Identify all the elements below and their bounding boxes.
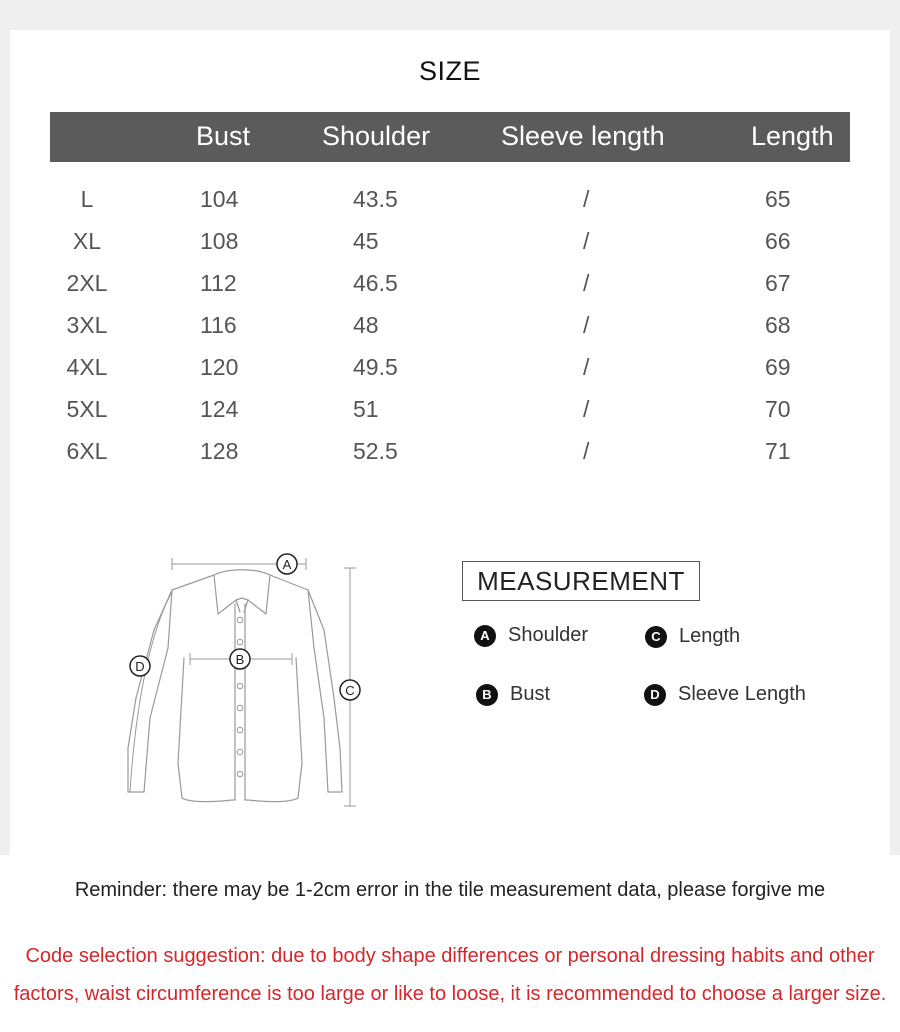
legend-label: Bust <box>510 683 551 706</box>
notes-panel <box>0 855 900 1032</box>
cell-length: 67 <box>765 270 791 296</box>
size-table-header <box>50 112 850 162</box>
cell-shoulder: 51 <box>353 396 379 422</box>
legend-label: Shoulder <box>508 624 589 647</box>
measurement-title: MEASUREMENT <box>462 561 700 601</box>
cell-length: 70 <box>765 396 791 422</box>
cell-length: 71 <box>765 438 791 464</box>
cell-sleeve: / <box>583 312 590 338</box>
legend-bust <box>476 683 550 706</box>
svg-text:C: C <box>345 683 355 698</box>
legend-label: Sleeve Length <box>678 683 806 706</box>
badge-b-icon: B <box>476 684 498 706</box>
cell-length: 68 <box>765 312 791 338</box>
badge-d-icon: D <box>644 684 666 706</box>
marker-a-icon <box>277 554 297 574</box>
cell-bust: 104 <box>200 186 239 212</box>
cell-sleeve: / <box>583 354 590 380</box>
cell-sleeve: / <box>583 186 590 212</box>
cell-length: 65 <box>765 186 791 212</box>
cell-bust: 124 <box>200 396 239 422</box>
cell-sleeve: / <box>583 270 590 296</box>
header-bust: Bust <box>196 121 251 151</box>
reminder-text: Reminder: there may be 1-2cm error in the tile measurement data, please forgive me <box>74 879 826 901</box>
cell-sleeve: / <box>583 228 590 254</box>
header-shoulder: Shoulder <box>322 121 431 151</box>
cell-shoulder: 45 <box>353 228 379 254</box>
cell-bust: 116 <box>200 312 237 338</box>
table-row <box>0 180 900 222</box>
table-row <box>0 390 900 432</box>
cell-shoulder: 49.5 <box>353 354 398 380</box>
header-length: Length <box>751 121 834 151</box>
legend-shoulder <box>474 624 588 647</box>
marker-c-icon <box>340 680 360 700</box>
cell-size: L <box>80 186 94 212</box>
table-row <box>0 306 900 348</box>
table-row <box>0 222 900 264</box>
shirt-diagram <box>110 548 380 813</box>
cell-bust: 112 <box>200 270 237 296</box>
marker-b-icon <box>230 649 250 669</box>
cell-size: 2XL <box>66 270 108 296</box>
svg-text:A: A <box>282 557 292 572</box>
svg-text:B: B <box>235 652 245 667</box>
cell-length: 66 <box>765 228 791 254</box>
badge-c-icon: C <box>645 626 667 648</box>
cell-size: 4XL <box>66 354 108 380</box>
cell-bust: 128 <box>200 438 239 464</box>
cell-sleeve: / <box>583 438 590 464</box>
size-title: SIZE <box>418 56 481 86</box>
table-row <box>0 348 900 390</box>
suggestion-text-line1: Code selection suggestion: due to body shape differences or personal dressing habits and other <box>25 945 875 967</box>
header-sleeve-length: Sleeve length <box>501 121 665 151</box>
svg-text:D: D <box>135 659 145 674</box>
cell-shoulder: 46.5 <box>353 270 398 296</box>
suggestion-text-line2: factors, waist circumference is too large or like to loose, it is recommended to choose a larger size. <box>13 983 887 1005</box>
legend-length <box>645 625 740 648</box>
marker-d-icon <box>130 656 150 676</box>
table-row <box>0 432 900 474</box>
cell-sleeve: / <box>583 396 590 422</box>
badge-a-icon: A <box>474 625 496 647</box>
cell-size: XL <box>72 228 102 254</box>
cell-length: 69 <box>765 354 791 380</box>
cell-shoulder: 52.5 <box>353 438 398 464</box>
cell-size: 5XL <box>66 396 108 422</box>
table-row <box>0 264 900 306</box>
cell-bust: 120 <box>200 354 239 380</box>
cell-size: 6XL <box>66 438 108 464</box>
cell-shoulder: 48 <box>353 312 379 338</box>
legend-label: Length <box>679 625 741 648</box>
cell-bust: 108 <box>200 228 239 254</box>
cell-shoulder: 43.5 <box>353 186 398 212</box>
legend-sleeve-length <box>644 683 806 706</box>
cell-size: 3XL <box>66 312 108 338</box>
